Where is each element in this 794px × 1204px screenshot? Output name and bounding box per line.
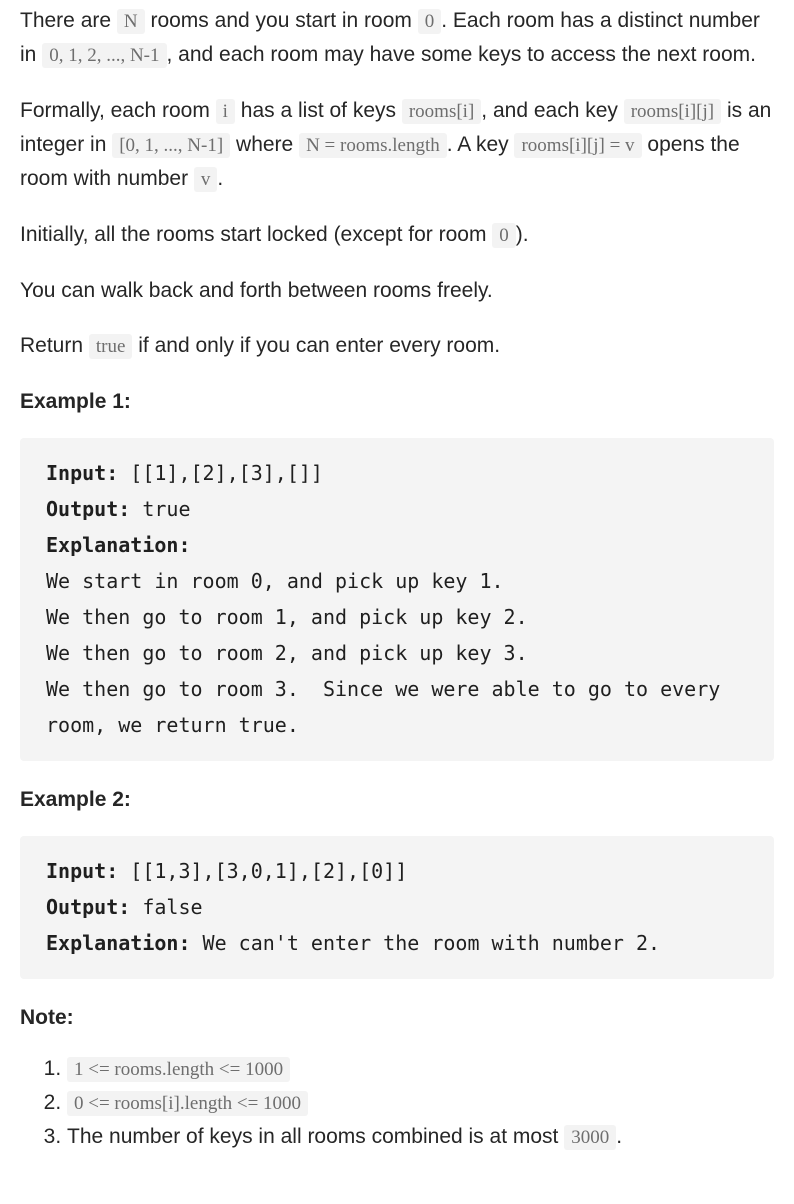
initial-state-paragraph: Initially, all the rooms start locked (except for room 0 ). [20,223,529,246]
example-1-explanation-line: We start in room 0, and pick up key 1. [46,569,504,593]
inline-code: N = rooms.length [299,133,447,158]
inline-code: rooms[i][j] [624,99,721,124]
example-1-explanation-line: We then go to room 1, and pick up key 2. [46,605,528,629]
inline-code: true [89,334,133,359]
note-item [67,1052,774,1086]
inline-code: [0, 1, ..., N-1] [112,133,230,158]
formal-paragraph: Formally, each room i has a list of keys rooms[i] , and each key rooms[i][j] is an integer in [0, 1, ..., N-1] where N = rooms.length . A key rooms[i][j] = v opens the room with number v . [20,99,772,190]
inline-code: 1 <= rooms.length <= 1000 [67,1057,290,1082]
inline-code: 0 [492,223,516,248]
example-1-explanation-line: We then go to room 2, and pick up key 3. [46,641,528,665]
example-2-code-block [20,836,774,979]
intro-paragraph: There are N rooms and you start in room 0 . Each room has a distinct number in 0, 1, 2, ..., N-1 , and each room may have some keys to access the next room. [20,9,760,66]
note-item: 3. The number of keys in all rooms combined is at most 3000 . [67,1120,774,1154]
inline-code: 3000 [564,1125,616,1150]
example-2-output-line: Output: false [46,895,203,919]
inline-code: v [194,167,218,192]
inline-code: i [216,99,235,124]
inline-code: N [117,9,145,34]
example-1-heading: Example 1: [20,390,131,413]
example-2-explanation-line: Explanation: We can't enter the room with number 2. [46,931,661,955]
inline-code: rooms[i] [402,99,481,124]
example-1-code-block [20,438,774,761]
note-list [20,1052,774,1154]
example-2-input-line: Input: [[1,3],[3,0,1],[2],[0]] [46,859,408,883]
walk-paragraph: You can walk back and forth between rooms freely. [20,279,493,302]
example-1-explanation-line: We then go to room 3. Since we were able to go to every room, we return true. [46,677,733,737]
inline-code: rooms[i][j] = v [514,133,641,158]
note-heading: Note: [20,1006,74,1029]
inline-code: 0 [418,9,442,34]
inline-code: 0 <= rooms[i].length <= 1000 [67,1091,308,1116]
example-1-output-line: Output: true [46,497,191,521]
note-item [67,1086,774,1120]
return-paragraph: Return true if and only if you can enter every room. [20,334,501,357]
inline-code: 0, 1, 2, ..., N-1 [42,43,166,68]
example-2-heading: Example 2: [20,788,131,811]
example-1-input-line: Input: [[1],[2],[3],[]] [46,461,323,485]
example-1-explanation-label: Explanation: [46,533,191,557]
